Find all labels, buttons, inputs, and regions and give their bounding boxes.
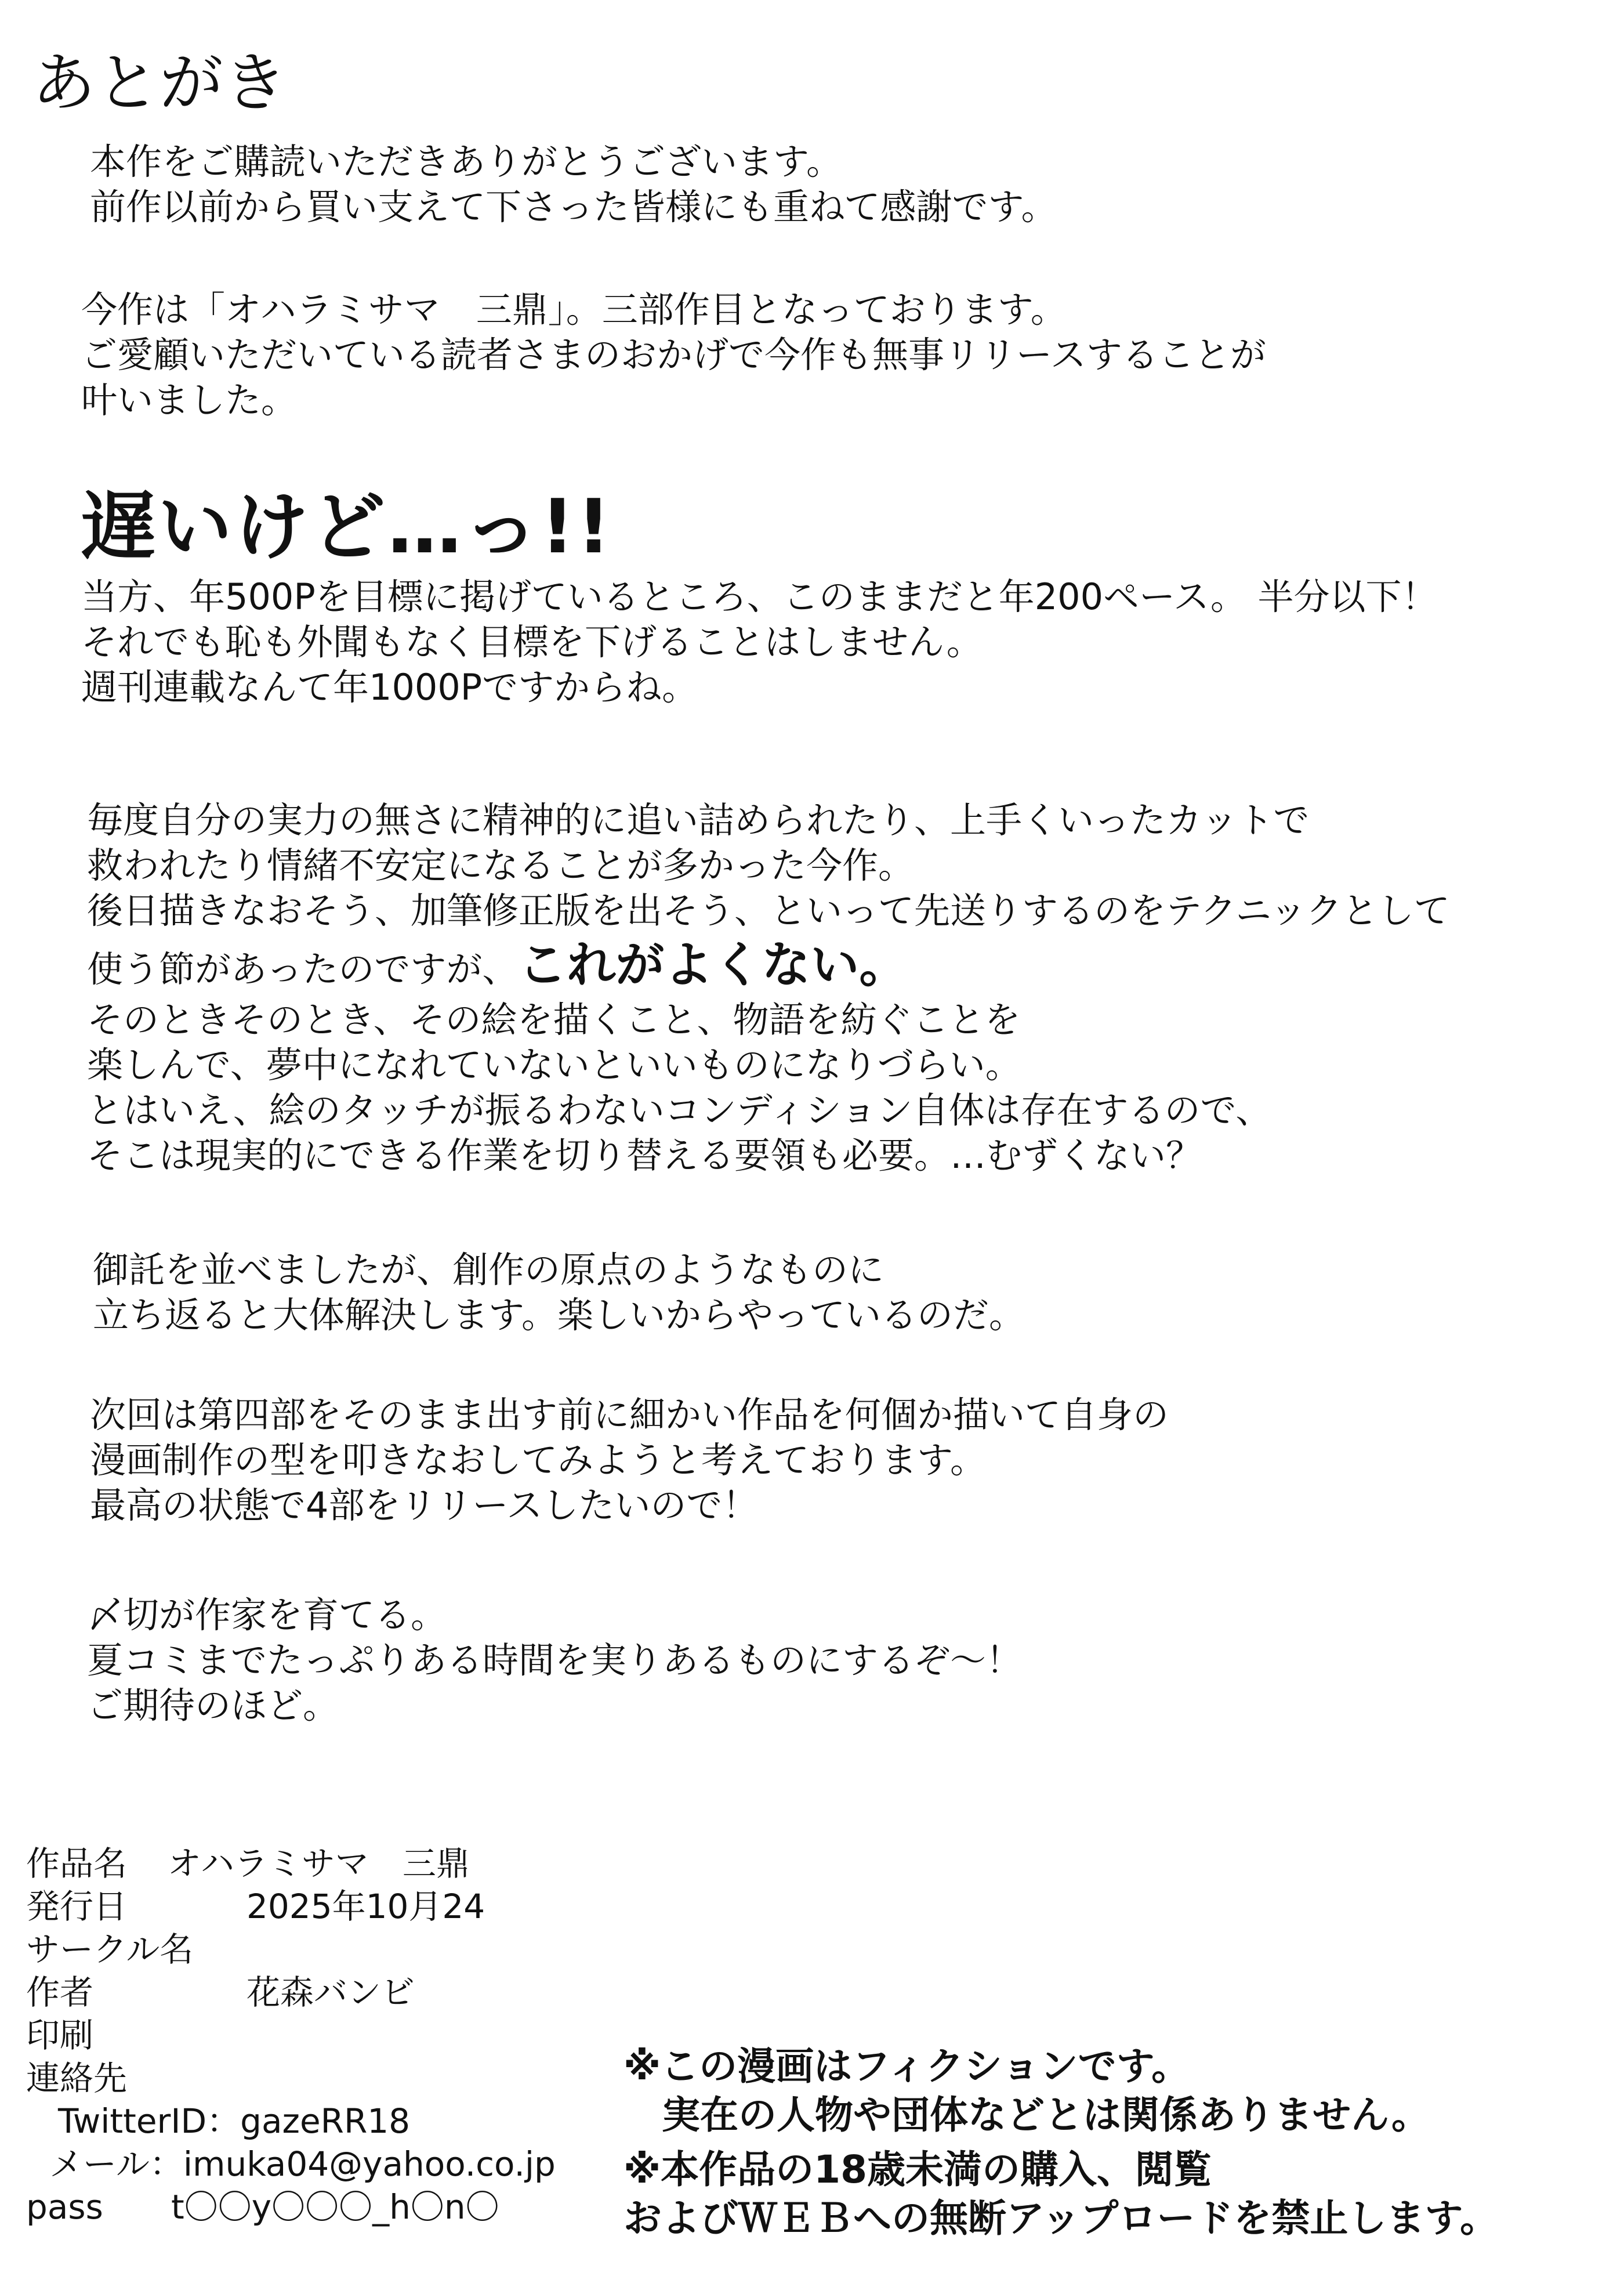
text-line: とはいえ、絵のタッチが振るわないコンディション自体は存在するので、 <box>87 1089 1272 1131</box>
text-line: ご期待のほど。 <box>87 1684 339 1727</box>
text-line: 本作をご購読いただきありがとうございます。 <box>90 140 843 183</box>
notice-line: ※この漫画はフィクションです。 <box>624 2044 1190 2089</box>
page-title: あとがき <box>32 46 287 120</box>
colophon-author-row <box>26 1971 556 2014</box>
text-line: 毎度自分の実力の無さに精神的に追い詰められたり、上手くいったカットで <box>87 799 1310 841</box>
colophon <box>26 1842 556 2228</box>
colophon-circle-label: サークル名 <box>26 1930 194 1969</box>
text-line: 楽しんで、夢中になれていないといいものになりづらい。 <box>87 1044 1021 1086</box>
text-line: そこは現実的にできる作業を切り替える要領も必要。…むずくない？ <box>87 1134 1202 1177</box>
colophon-title-row <box>26 1842 556 1885</box>
text-line: 叶いました。 <box>81 379 298 421</box>
conclusion-paragraph <box>93 1247 1025 1338</box>
text-line: そのときそのとき、その絵を描くこと、物語を紡ぐことを <box>87 998 1021 1041</box>
colophon-value: 花森バンビ <box>246 1973 415 2012</box>
closing-paragraph <box>87 1593 1022 1728</box>
text-line: 週刊連載なんて年1000Pですからね。 <box>81 666 698 708</box>
notice-line: およびＷＥＢへの無断アップロードを禁止します。 <box>624 2196 1499 2241</box>
exclamation-heading: 遅いけど…っ!! <box>81 484 613 570</box>
text-line: 〆切が作家を育てる。 <box>87 1594 447 1636</box>
text-line: 後日描きなおそう、加筆修正版を出そう、といって先送りするのをテクニックとして <box>87 889 1450 932</box>
text-line: ご愛顧いただいている読者さまのおかげで今作も無事リリースすることが <box>81 334 1266 376</box>
emphasis-text: これがよくない。 <box>518 936 908 993</box>
text-line: 今作は「オハラミサマ 三鼎」。三部作目となっております。 <box>81 288 1067 331</box>
notice-line: ※本作品の18歳未満の購入、閲覧 <box>624 2147 1212 2192</box>
text-line <box>87 937 1450 997</box>
text-line: 最高の状態で4部をリリースしたいので！ <box>90 1484 759 1526</box>
colophon-date-row <box>26 1885 556 1928</box>
colophon-contact-label: 連絡先 <box>26 2058 128 2098</box>
colophon-mail: メール：imuka04@yahoo.co.jp <box>49 2144 556 2184</box>
text-line: 当方、年500Pを目標に掲げているところ、このままだと年200ペース。 半分以下！ <box>81 576 1438 618</box>
legal-notice <box>624 2042 1498 2243</box>
pace-paragraph <box>81 574 1438 710</box>
colophon-pass-row <box>26 2186 556 2228</box>
reflection-paragraph <box>87 798 1450 1178</box>
colophon-print-label: 印刷 <box>26 2016 94 2055</box>
reflection-lead: 使う節があったのですが、 <box>87 948 519 990</box>
colophon-label: pass <box>26 2187 103 2227</box>
colophon-twitter: TwitterID：gazeRR18 <box>58 2101 411 2141</box>
notice-line: 実在の人物や団体などとは関係ありません。 <box>624 2093 1430 2137</box>
colophon-label: 作品名 <box>26 1844 128 1883</box>
text-line: 前作以前から買い支えて下さった皆様にも重ねて感謝です。 <box>90 186 1057 228</box>
greeting-paragraph <box>90 139 1057 230</box>
intro-paragraph <box>81 287 1266 423</box>
colophon-value: オハラミサマ 三鼎 <box>168 1844 470 1883</box>
text-line: それでも恥も外聞もなく目標を下げることはしません。 <box>81 621 983 663</box>
text-line: 夏コミまでたっぷりある時間を実りあるものにするぞ〜！ <box>87 1639 1023 1681</box>
text-line: 漫画制作の型を叩きなおしてみようと考えております。 <box>90 1439 987 1481</box>
colophon-label: 発行日 <box>26 1887 128 1926</box>
colophon-value: t〇〇y〇〇〇_h〇n〇 <box>171 2187 499 2227</box>
text-line: 御託を並べましたが、創作の原点のようなものに <box>93 1249 884 1291</box>
text-line: 救われたり情緒不安定になることが多かった今作。 <box>87 844 915 887</box>
text-line: 立ち返ると大体解決します。楽しいからやっているのだ。 <box>93 1294 1025 1336</box>
colophon-label: 作者 <box>26 1973 94 2012</box>
text-line: 次回は第四部をそのまま出す前に細かい作品を何個か描いて自身の <box>90 1394 1169 1436</box>
next-plan-paragraph <box>90 1392 1169 1528</box>
colophon-value: 2025年10月24 <box>246 1887 485 1926</box>
